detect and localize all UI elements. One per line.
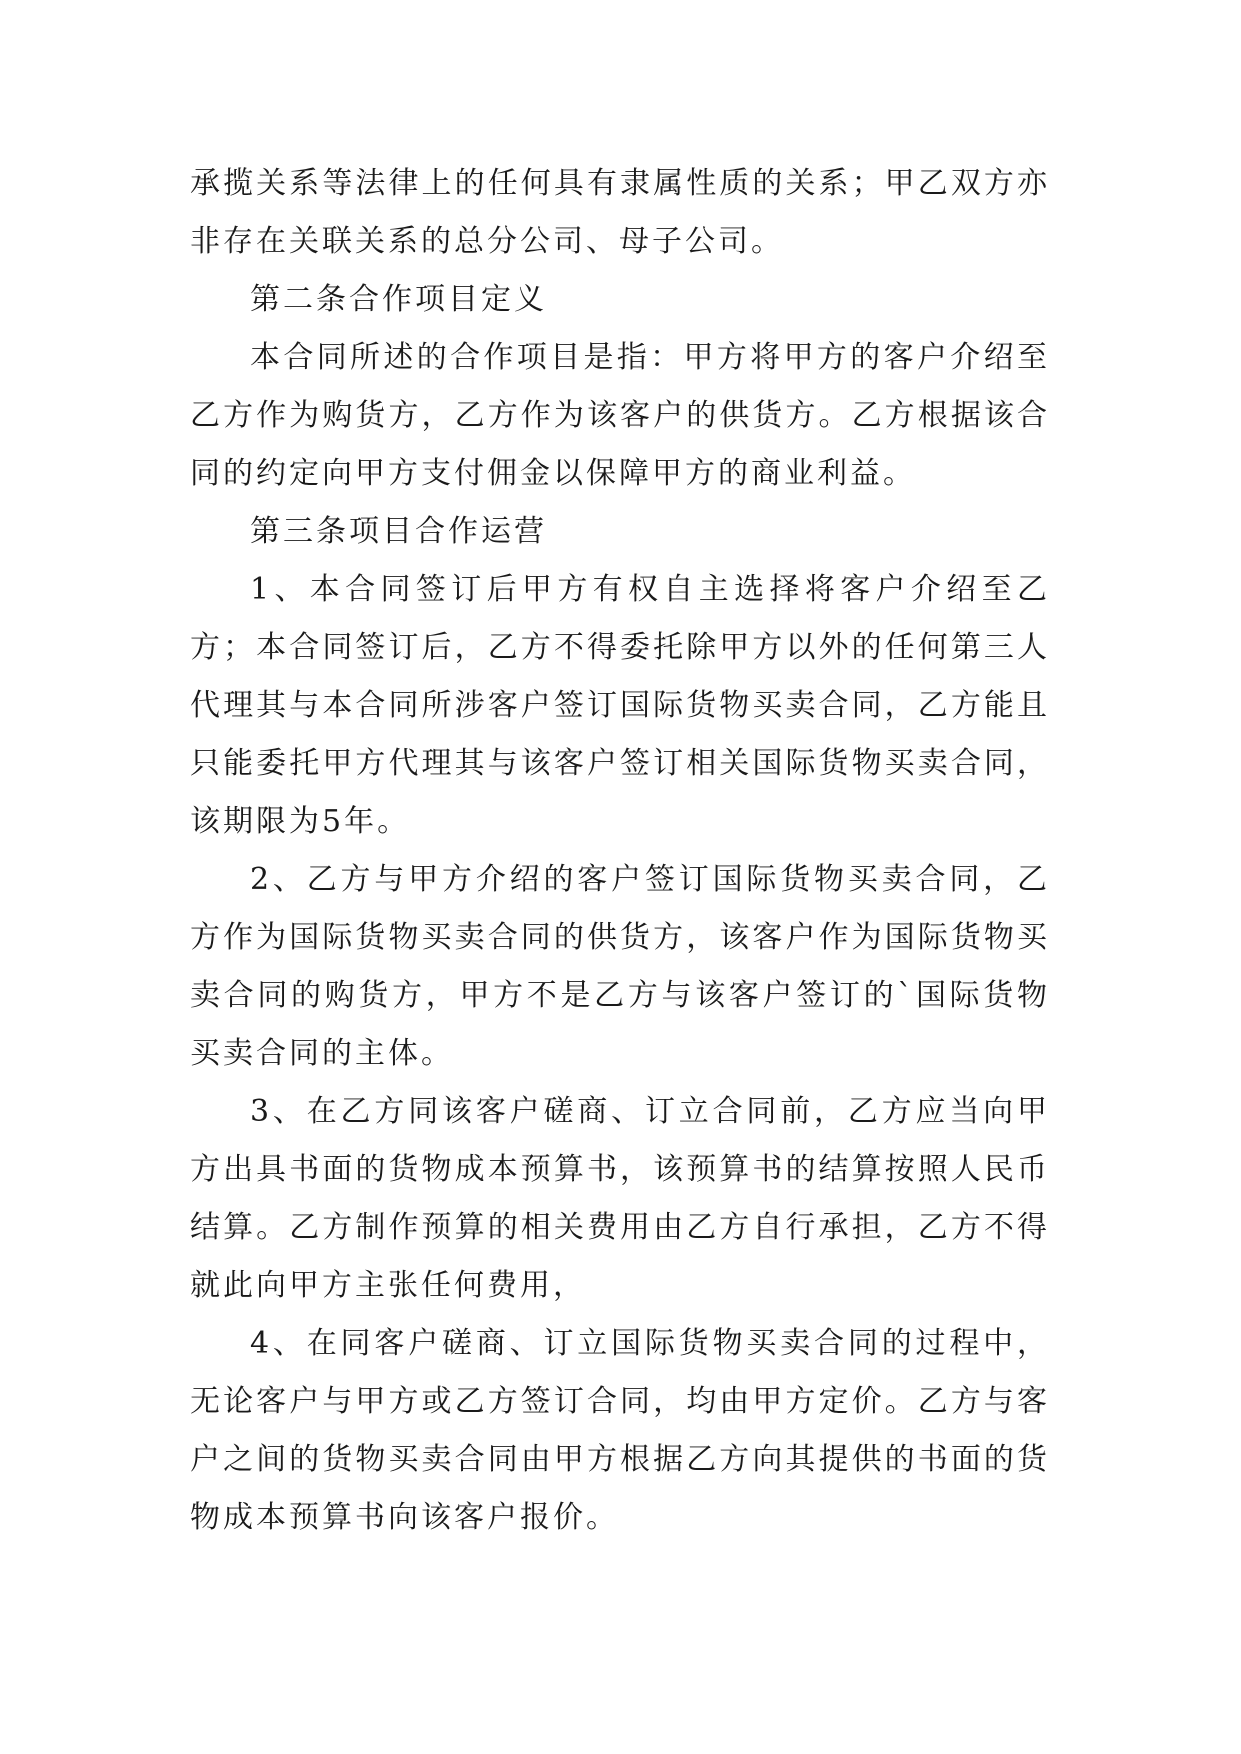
paragraph-article-2: 本合同所述的合作项目是指：甲方将甲方的客户介绍至乙方作为购货方，乙方作为该客户的供货方。乙方根据该合同的约定向甲方支付佣金以保障甲方的商业利益。 [190, 340, 1050, 491]
paragraph-clause-3: 3、在乙方同该客户磋商、订立合同前，乙方应当向甲方出具书面的货物成本预算书，该预算书的结算按照人民币结算。乙方制作预算的相关费用由乙方自行承担，乙方不得就此向甲方主张任何费用， [190, 1094, 1050, 1303]
article-3-heading: 第三条项目合作运营 [250, 514, 547, 549]
document-body [190, 155, 1050, 1547]
paragraph-continued: 承揽关系等法律上的任何具有隶属性质的关系；甲乙双方亦非存在关联关系的总分公司、母子公司。 [190, 166, 1050, 259]
paragraph-clause-2: 2、乙方与甲方介绍的客户签订国际货物买卖合同，乙方作为国际货物买卖合同的供货方，该客户作为国际货物买卖合同的购货方，甲方不是乙方与该客户签订的`国际货物买卖合同的主体。 [190, 862, 1050, 1071]
paragraph-clause-4: 4、在同客户磋商、订立国际货物买卖合同的过程中，无论客户与甲方或乙方签订合同，均由甲方定价。乙方与客户之间的货物买卖合同由甲方根据乙方向其提供的书面的货物成本预算书向该客户报价。 [190, 1326, 1050, 1535]
article-2-heading: 第二条合作项目定义 [250, 282, 547, 317]
paragraph-clause-1: 1、本合同签订后甲方有权自主选择将客户介绍至乙方；本合同签订后，乙方不得委托除甲方以外的任何第三人代理其与本合同所涉客户签订国际货物买卖合同，乙方能且只能委托甲方代理其与该客户签订相关国际货物买卖合同，该期限为5年。 [190, 572, 1050, 839]
